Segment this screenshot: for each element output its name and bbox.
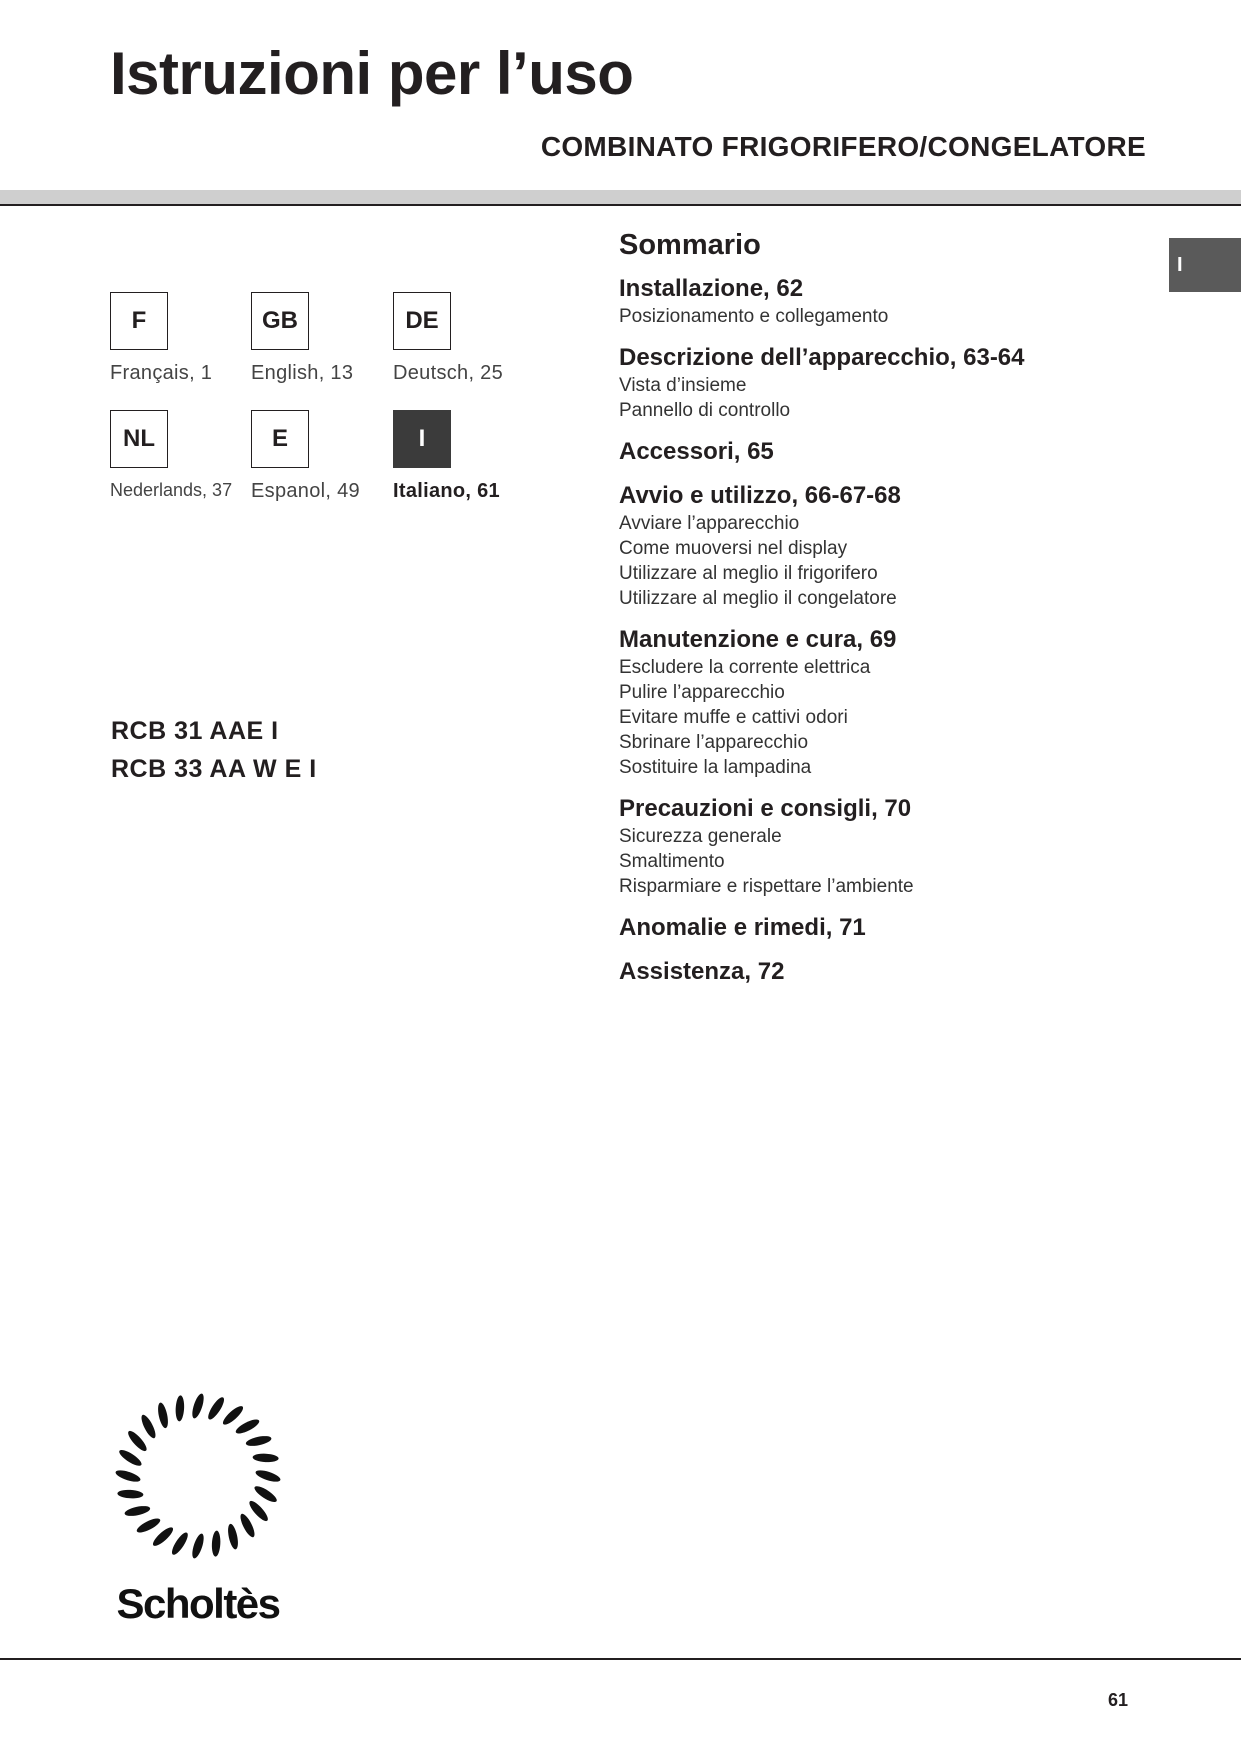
toc-section-descrizione (619, 343, 1139, 423)
sun-ray (211, 1530, 221, 1556)
sun-ray (117, 1489, 143, 1499)
language-label: Français, 1 (110, 362, 213, 384)
language-code-box: NL (110, 410, 168, 468)
toc-subitem: Sicurezza generale (619, 826, 782, 847)
toc-section-title[interactable]: Anomalie e rimedi, 71 (619, 914, 866, 941)
sun-ray (221, 1404, 246, 1428)
model-list (111, 712, 317, 788)
sun-ray (190, 1392, 206, 1419)
toc-section-title[interactable]: Installazione, 62 (619, 275, 804, 302)
toc-section-precauzioni (619, 794, 1139, 899)
toc-section-title[interactable]: Manutenzione e cura, 69 (619, 626, 897, 653)
sun-ray (206, 1395, 227, 1421)
sun-ray (238, 1512, 257, 1539)
table-of-contents (619, 226, 1139, 1001)
sun-ray (126, 1429, 150, 1454)
language-label: English, 13 (251, 362, 354, 384)
toc-subitem: Sbrinare l’apparecchio (619, 732, 809, 753)
header-rule (0, 204, 1241, 206)
toc-section-manutenzione (619, 625, 1139, 780)
toc-subitem: Avviare l’apparecchio (619, 513, 800, 534)
toc-section-title[interactable]: Avvio e utilizzo, 66-67-68 (619, 482, 901, 509)
sun-ray (226, 1523, 240, 1550)
sun-ray (245, 1434, 272, 1448)
toc-heading: Sommario (619, 229, 761, 261)
toc-section-title[interactable]: Assistenza, 72 (619, 958, 785, 985)
model-number: RCB 31 AAE I (111, 717, 279, 745)
toc-subitem: Come muoversi nel display (619, 538, 848, 559)
document-subtitle: COMBINATO FRIGORIFERO/CONGELATORE (540, 131, 1146, 162)
toc-subitem: Sostituire la lampadina (619, 757, 812, 778)
brand-logo (110, 1388, 286, 1628)
toc-subitem: Evitare muffe e cattivi odori (619, 707, 848, 728)
language-code-box-active: I (393, 410, 451, 468)
header-band (0, 190, 1241, 204)
language-item-de[interactable] (393, 292, 533, 385)
toc-section-installazione (619, 274, 1139, 329)
sun-ray (190, 1532, 206, 1559)
sun-ray (175, 1395, 185, 1421)
toc-section-avvio (619, 481, 1139, 611)
toc-subitem: Pulire l’apparecchio (619, 682, 785, 703)
sun-ray (156, 1402, 170, 1429)
language-item-it[interactable] (393, 410, 533, 503)
sun-ray (252, 1484, 278, 1505)
brand-name: Scholtès (116, 1580, 280, 1627)
language-label-active: Italiano, 61 (393, 480, 500, 502)
page-number: 61 (1107, 1690, 1128, 1710)
toc-subitem: Posizionamento e collegamento (619, 306, 889, 327)
toc-section-title[interactable]: Descrizione dell’apparecchio, 63-64 (619, 344, 1025, 371)
toc-section-assistenza (619, 957, 1139, 987)
sun-ray (254, 1468, 281, 1484)
toc-subitem: Pannello di controllo (619, 400, 791, 421)
sun-rays-icon (114, 1392, 281, 1559)
footer-rule (0, 1658, 1241, 1660)
language-code-box: DE (393, 292, 451, 350)
sun-ray (124, 1504, 151, 1518)
sun-ray (135, 1516, 162, 1535)
toc-section-accessori (619, 437, 1139, 467)
sun-ray (114, 1468, 141, 1484)
toc-subitem: Utilizzare al meglio il congelatore (619, 588, 897, 609)
sun-ray (139, 1413, 158, 1440)
toc-subitem: Escludere la corrente elettrica (619, 657, 871, 678)
language-code-box: GB (251, 292, 309, 350)
document-title: Istruzioni per l’uso (110, 40, 634, 107)
toc-section-title[interactable]: Accessori, 65 (619, 438, 774, 465)
toc-section-title[interactable]: Precauzioni e consigli, 70 (619, 795, 912, 822)
language-item-es[interactable] (251, 410, 391, 503)
language-item-gb[interactable] (251, 292, 391, 385)
language-code-box: E (251, 410, 309, 468)
toc-subitem: Smaltimento (619, 851, 725, 872)
sun-ray (252, 1453, 278, 1463)
language-label: Nederlands, 37 (110, 480, 233, 500)
language-item-nl[interactable] (110, 410, 250, 501)
toc-subitem: Risparmiare e rispettare l’ambiente (619, 876, 914, 897)
toc-section-anomalie (619, 913, 1139, 943)
sun-ray (151, 1525, 176, 1549)
sun-ray (247, 1499, 271, 1524)
language-label: Deutsch, 25 (393, 362, 504, 384)
language-item-fr[interactable] (110, 292, 250, 385)
toc-subitem: Utilizzare al meglio il frigorifero (619, 563, 878, 584)
sun-ray (234, 1417, 261, 1436)
sun-ray (117, 1447, 143, 1468)
language-side-tab: I (1169, 238, 1241, 292)
language-label: Espanol, 49 (251, 480, 360, 502)
toc-subitem: Vista d’insieme (619, 375, 747, 396)
language-index (110, 292, 550, 532)
model-number: RCB 33 AA W E I (111, 755, 317, 783)
sun-ray (169, 1530, 190, 1556)
language-code-box: F (110, 292, 168, 350)
